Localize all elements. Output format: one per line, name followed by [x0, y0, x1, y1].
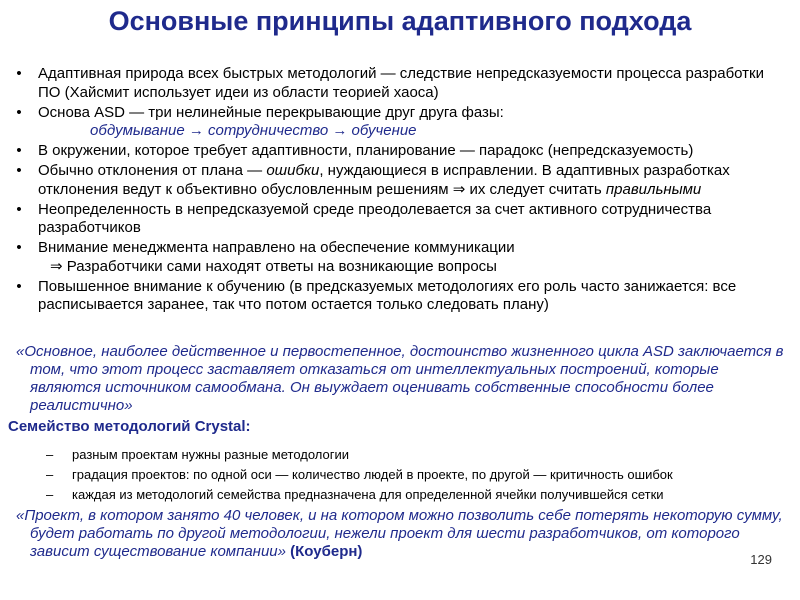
bullet-icon: • — [16, 277, 22, 295]
list-item — [12, 142, 790, 161]
bullet-icon: • — [16, 103, 22, 121]
dash-icon: – — [46, 487, 54, 502]
dash-icon: – — [46, 447, 54, 462]
emphasis-correct: правильными — [605, 180, 702, 198]
bullet-text: Внимание менеджмента направлено на обеспечение коммуникации — [38, 239, 515, 256]
bullet-text: Адаптивная природа всех быстрых методологий — следствие непредсказуемости процесса разработки ПО (Хайсмит использует идеи из области теорией хаоса) — [38, 65, 764, 101]
list-item — [12, 239, 790, 276]
list-item — [12, 278, 790, 315]
dash-icon: – — [46, 467, 54, 482]
quote-text: «Проект, в котором занято 40 человек, и на котором можно позволить себе потерять некоторую сумму, будет работать по другой методологии, нежели проект для шести разработчиков, от которого зависит существование компании» (Коуберн) — [16, 507, 783, 560]
list-item — [12, 65, 790, 102]
bullet-icon: • — [16, 142, 22, 159]
crystal-heading: Семейство методологий Crystal: — [8, 418, 251, 435]
slide-title: Основные принципы адаптивного подхода — [108, 6, 692, 36]
crystal-item-text: разным проектам нужны разные методологии — [72, 447, 350, 462]
list-item — [46, 467, 796, 483]
bullet-text: Обычно отклонения от плана — — [38, 162, 267, 179]
bullet-text: Основа ASD — три нелинейные перекрывающие друг друга фазы: — [38, 103, 504, 121]
bullet-text: Повышенное внимание к обучению (в предсказуемых методологиях его роль часто занижается: все расписывается заранее, так что потом остается только следовать плану) — [38, 277, 737, 313]
principles-list — [12, 65, 790, 316]
crystal-item-text: градация проектов: по одной оси — количество людей в проекте, по другой — критичность ошибок — [72, 467, 673, 482]
bullet-icon: • — [16, 200, 22, 218]
list-item — [12, 201, 790, 238]
emphasis-errors: ошибки — [266, 162, 320, 179]
page-number: 129 — [750, 552, 772, 567]
bullet-text: , нуждающиеся в исправлении. В адаптивных разработках отклонения ведут к объективно обусловленным решениям ⇒ их следует считать — [38, 162, 730, 198]
cockburn-quote — [8, 507, 792, 561]
bullet-icon: • — [16, 162, 22, 179]
list-item — [12, 104, 790, 141]
bullet-icon: • — [16, 65, 22, 82]
crystal-list — [46, 447, 796, 507]
bullet-text: В окружении, которое требует адаптивности, планирование — парадокс (непредсказуемость) — [38, 142, 694, 159]
bullet-text: Неопределенность в непредсказуемой среде преодолевается за счет активного сотрудничества разработчиков — [38, 200, 712, 236]
bullet-subline: ⇒ Разработчики сами находят ответы на возникающие вопросы — [50, 257, 497, 275]
asd-phases: обдумывание → сотрудничество → обучение — [90, 122, 417, 139]
asd-quote — [8, 343, 792, 415]
crystal-item-text: каждая из методологий семейства предназначена для определенной ячейки получившейся сетки — [72, 487, 664, 502]
quote-text: «Основное, наиболее действенное и первостепенное, достоинство жизненного цикла ASD заключается в том, что этот процесс заставляет отказаться от интеллектуальных построений, которые являются источником самообмана. Он выуждает оценивать собственные способности более реалистично» — [16, 343, 784, 414]
list-item — [46, 447, 796, 463]
bullet-icon: • — [16, 239, 22, 256]
quote-author: (Коуберн) — [290, 543, 363, 560]
list-item — [12, 162, 790, 199]
list-item — [46, 487, 796, 503]
